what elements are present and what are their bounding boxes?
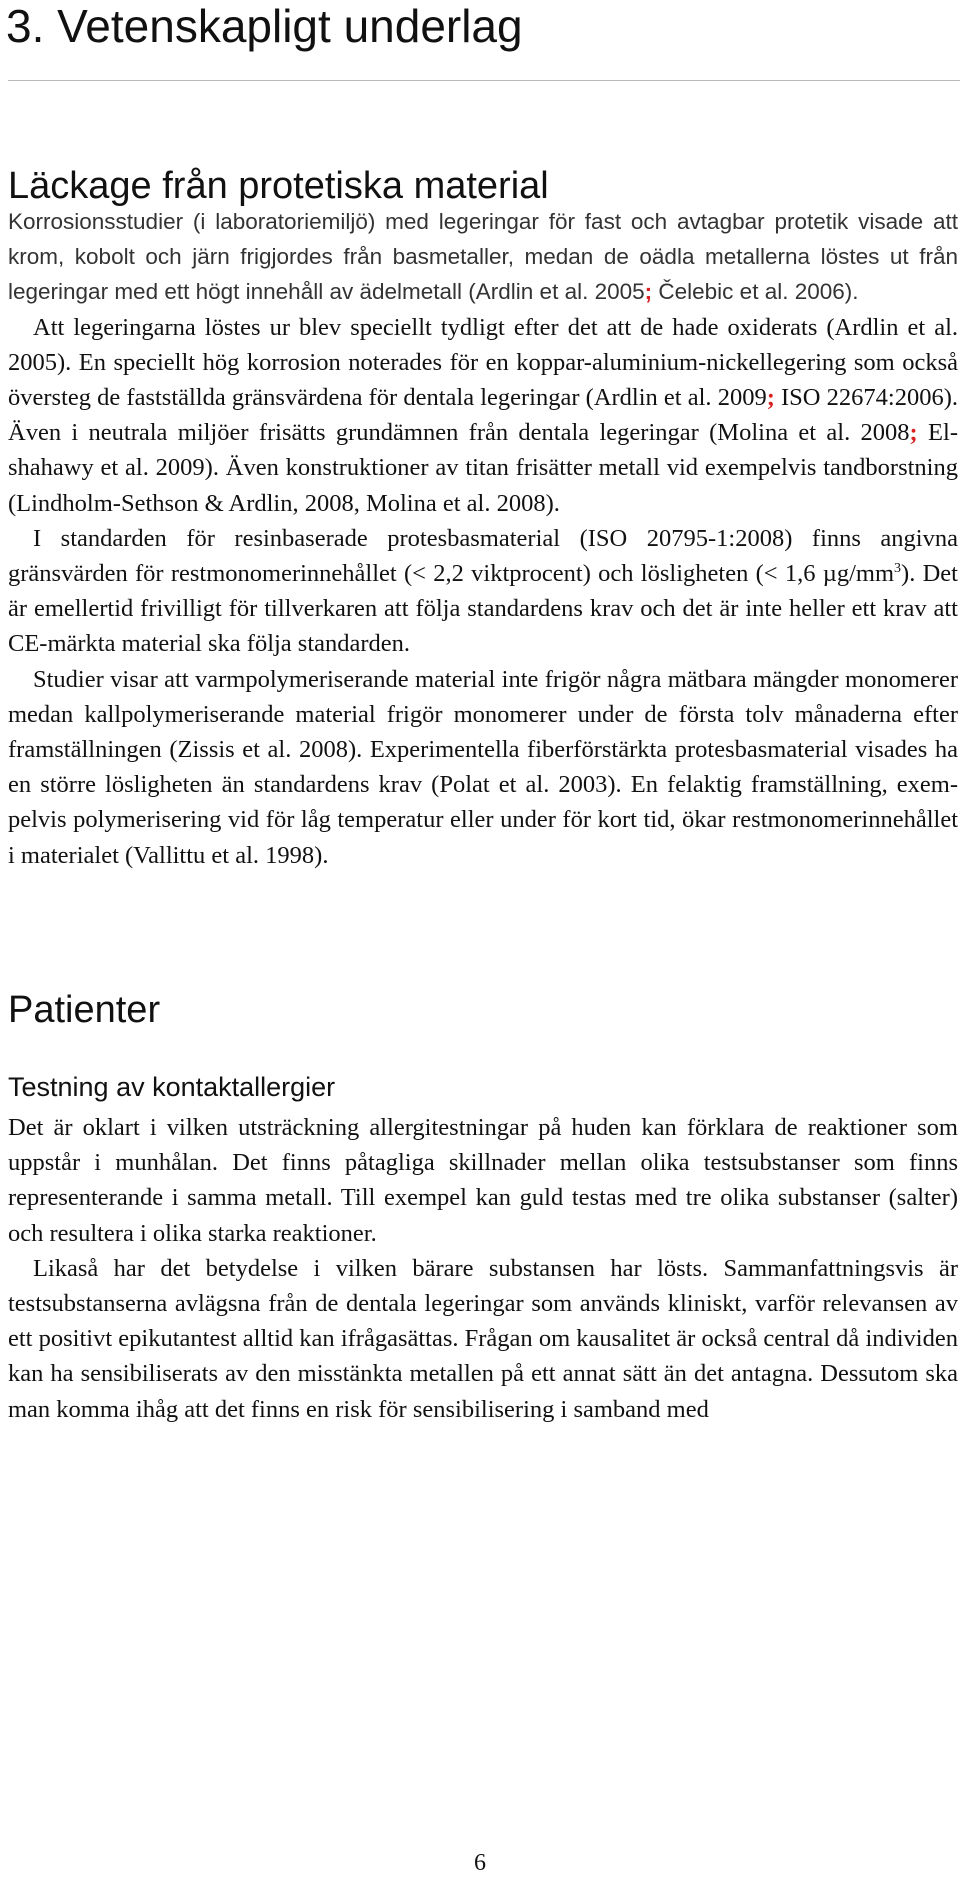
paragraph-corrosion-studies (8, 204, 958, 310)
citation-separator: ; (644, 279, 653, 305)
unit-exponent: 3 (894, 560, 902, 576)
paragraph-carrier-substance: Likaså har det betydelse i vilken bärare substansen har lösts. Sammanfattningsvis är testsubstanserna avlägsna från de dentala legeringar som används kliniskt, varför relevansen av ett positivt epikutantest alltid kan ifrågasättas. Frågan om kausalitet är också central då individen kan ha sensibiliserats av den misstänkta metallen på ett annat sätt än det antagna. Dessutom ska man komma ihåg att det finns en risk för sensibilisering i samband med (8, 1254, 958, 1423)
heading-rule (8, 80, 960, 81)
page-number: 6 (474, 1850, 486, 1876)
text-run: Att legeringarna löstes ur blev speciellt tydligt efter det att de hade oxiderats (Ardlin et al. 2005). En speciellt hög korrosion noterades för en koppar-aluminium-nickellegering som också översteg de fastställda gränsvärdena för dentala legeringar (Ardlin et al. 2009 (8, 313, 958, 412)
section-title-leakage: Läckage från protetiska material (8, 165, 549, 207)
paragraph-polymerisation: Studier visar att varmpolymeriserande material inte frigör några mätbara mängder monomerer medan kallpolymeriserande material frigör monomerer under de första tolv månaderna efter framställningen (Zissis et al. 2008). Experimentella fiberförstärkta protesbasmaterial visades ha en större lösligheten än standardens krav (Polat et al. 2003). En felaktig framställning, exempelvis polymerisering vid för låg temperatur eller under för kort tid, ökar restmonomerinnehållet i materialet (Vallittu et al. 1998). (8, 665, 958, 869)
text-run: Čelebic et al. 2006). (652, 279, 859, 305)
paragraph-allergy-testing: Det är oklart i vilken utsträckning allergitestningar på huden kan förklara de reaktioner som uppstår i munhålan. Det finns påtagliga skillnader mellan olika testsubstanser som finns representerande i samma metall. Till exempel kan guld testas med tre olika substanser (salter) och resultera i olika starka reaktioner. (8, 1114, 958, 1247)
section-title-patients: Patienter (8, 989, 161, 1031)
text-run: Elshahawy et al. 2009). Även konstruktioner av titan frisätter metall vid exempelvis tandborstning (Lindholm-Sethson & Ardlin, 2008, Molina et al. 2008). (8, 419, 958, 517)
section-leakage-body (8, 204, 958, 873)
citation-separator: ; (909, 419, 918, 447)
section-patients-body (8, 1110, 958, 1427)
chapter-heading: 3. Vetenskapligt underlag (6, 0, 523, 52)
unit-text: µg/mm (822, 560, 895, 588)
text-run: ). Det är emellertid frivilligt för tillverkaren att följa standardens krav och det är inte heller ett krav att CE-märkta material ska följa standarden. (8, 560, 958, 658)
text-run: I standarden för resinbaserade protesbasmaterial (ISO 20795-1:2008) finns angivna gränsvärden för restmonomerinnehållet (< 2,2 viktprocent) och lösligheten (< 1,6 (8, 524, 958, 588)
text-run: ISO 22674:2006). Även i neutrala miljöer frisätts grundämnen från dentala legeringar (Molina et al. 2008 (8, 384, 958, 447)
subsection-title-allergy-testing: Testning av kontaktallergier (8, 1072, 336, 1102)
citation-separator: ; (766, 384, 775, 412)
paragraph-oxidation (8, 310, 958, 521)
text-run: Korrosionsstudier (i laboratoriemiljö) med legeringar för fast och avtagbar protetik visade att krom, kobolt och järn frigjordes från basmetaller, medan de oädla metallerna löstes ut från legeringar med ett högt innehåll av ädelmetall (Ardlin et al. 2005 (8, 209, 958, 305)
paragraph-iso-standard (8, 521, 958, 662)
